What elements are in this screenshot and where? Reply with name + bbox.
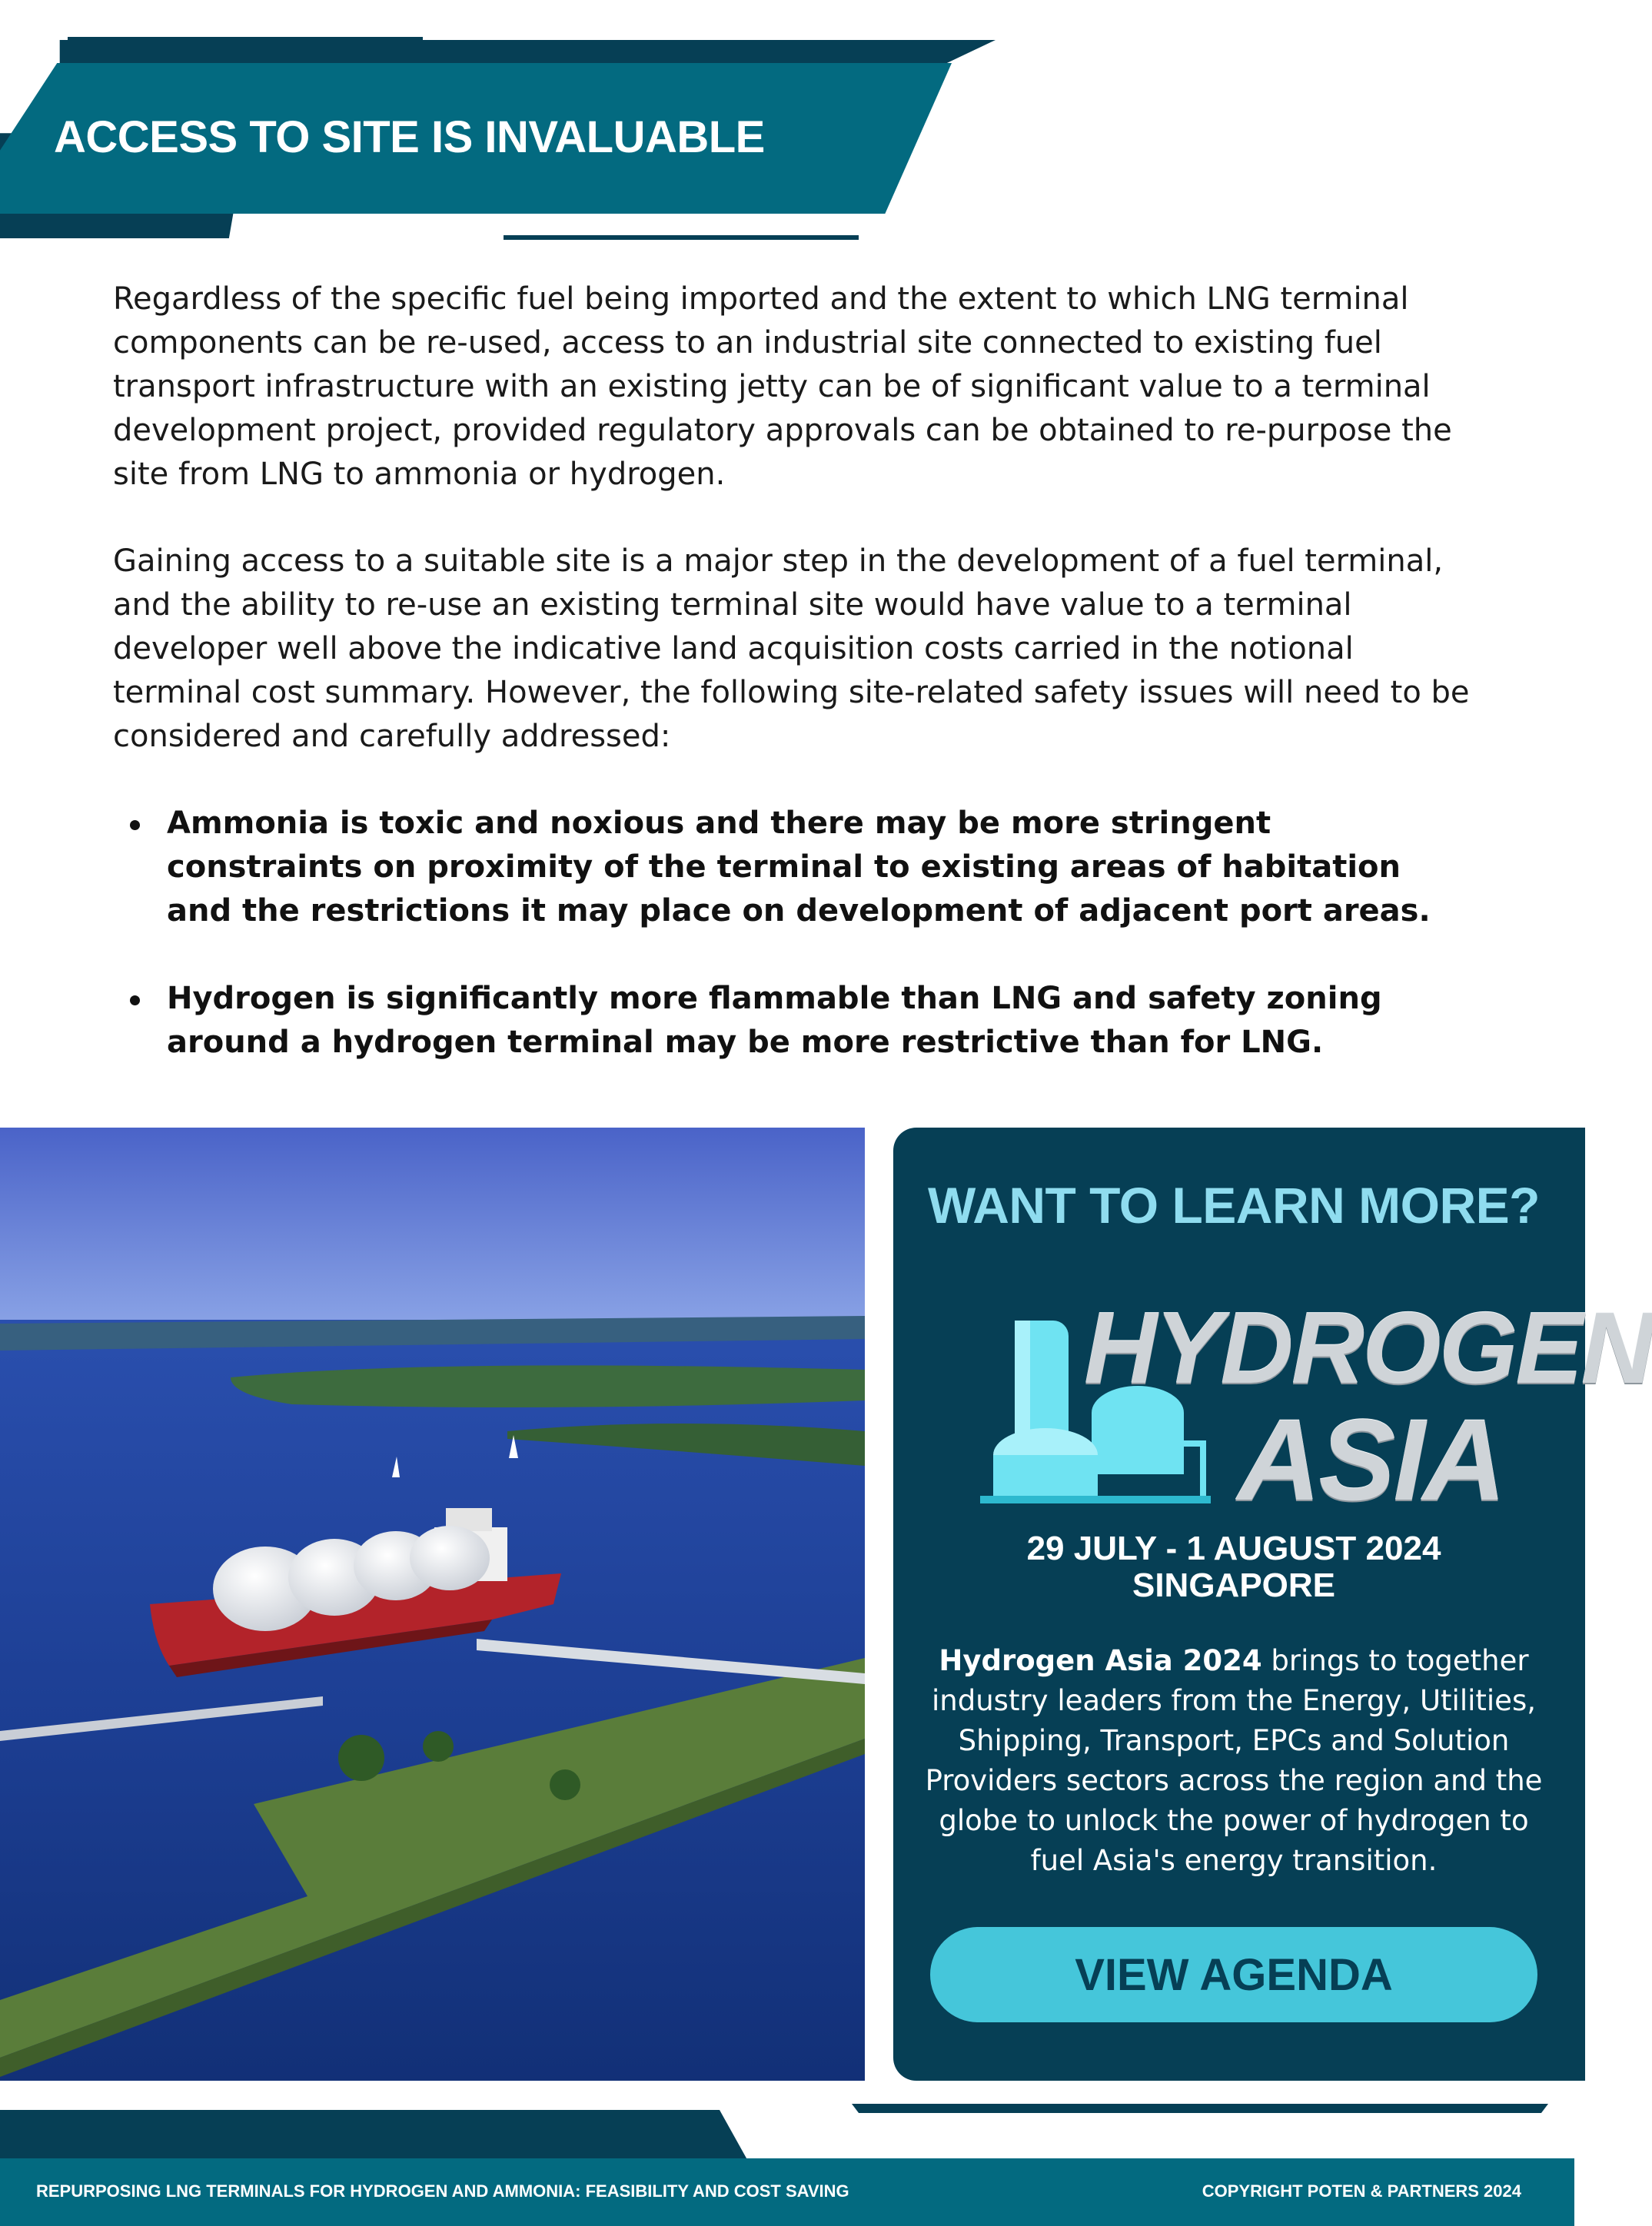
footer-copyright: COPYRIGHT POTEN & PARTNERS 2024 xyxy=(1202,2181,1521,2201)
logo-word-hydrogen: HYDROGEN xyxy=(1084,1291,1652,1404)
paragraph-2: Gaining access to a suitable site is a major step in the development of a fuel terminal, and the ability to re-use an existing terminal site would have value to a terminal developer well above the indicative land acquisition costs carried in the notional terminal cost summary. However, the following site-related safety issues will need to be considered and carefully addressed: xyxy=(113,543,1470,754)
event-description-bold: Hydrogen Asia 2024 xyxy=(939,1644,1262,1677)
banner-accent-line-bottom xyxy=(504,235,859,240)
bullet-ammonia: Ammonia is toxic and noxious and there may be more stringent constraints on proximity of the terminal to existing areas of habitation and the restrictions it may place on development of adjacent port areas. xyxy=(113,802,1466,933)
event-description-text: brings to together industry leaders from the Energy, Utilities, Shipping, Transport, EPCs and Solution Providers sectors across the region and the globe to unlock the power of hydrogen to fuel Asia's energy transition. xyxy=(925,1644,1543,1877)
event-location: SINGAPORE xyxy=(1132,1567,1336,1604)
bullet-hydrogen: Hydrogen is significantly more flammable than LNG and safety zoning around a hydrogen terminal may be more restrictive than for LNG. xyxy=(113,977,1466,1065)
safety-issues-list xyxy=(113,802,1466,1065)
paragraph-1: Regardless of the specific fuel being imported and the extent to which LNG terminal components can be re-used, access to an industrial site connected to existing fuel transport infrastructure with an existing jetty can be of significant value to a terminal development project, provided regulatory approvals can be obtained to re-purpose the site from LNG to ammonia or hydrogen. xyxy=(113,281,1452,492)
logo-word-asia: ASIA xyxy=(1238,1395,1504,1524)
lng-terminal-photo xyxy=(0,1128,865,2081)
footer-document-title: REPURPOSING LNG TERMINALS FOR HYDROGEN AND AMMONIA: FEASIBILITY AND COST SAVING xyxy=(36,2181,849,2201)
promo-heading: WANT TO LEARN MORE? xyxy=(928,1177,1540,1234)
event-date: 29 JULY - 1 AUGUST 2024 xyxy=(1026,1530,1441,1567)
section-title: ACCESS TO SITE IS INVALUABLE xyxy=(54,112,765,162)
view-agenda-button[interactable]: VIEW AGENDA xyxy=(930,1927,1537,2022)
event-description xyxy=(922,1641,1545,1881)
hydrogen-asia-logo xyxy=(980,1291,1652,1524)
footer-accent-shape xyxy=(0,2110,750,2164)
footer-accent-line xyxy=(852,2104,1548,2113)
